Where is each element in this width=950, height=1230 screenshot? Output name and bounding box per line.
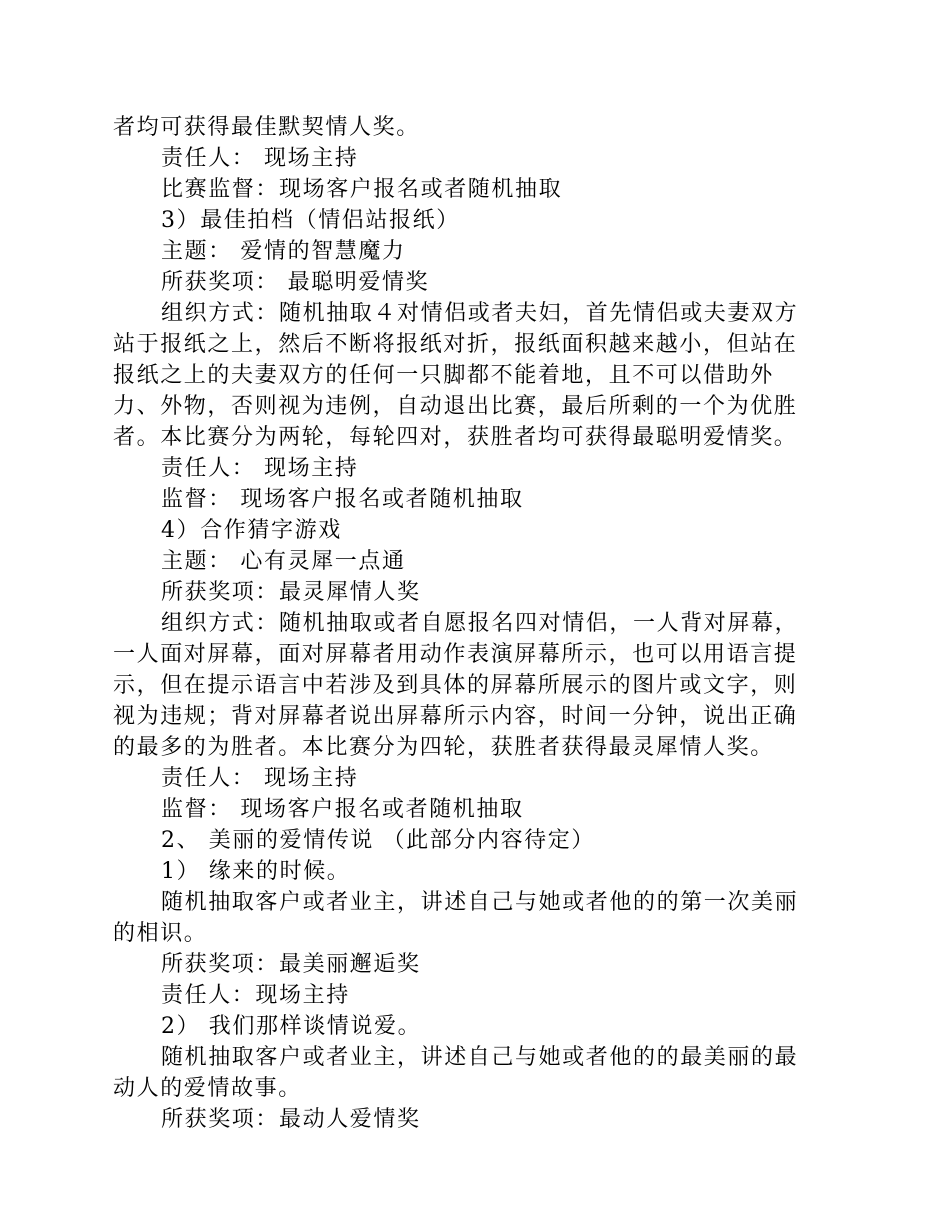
paragraph: 责任人： 现场主持 [161,766,359,791]
paragraph: 随机抽取客户或者业主，讲述自己与她或者他的的第一次美丽的相识。 [113,890,799,946]
section-heading: 2） 我们那样谈情说爱。 [161,1014,422,1039]
paragraph: 随机抽取客户或者业主，讲述自己与她或者他的的最美丽的最动人的爱情故事。 [113,1045,799,1101]
paragraph: 主题： 爱情的智慧魔力 [161,239,406,264]
paragraph: 比赛监督：现场客户报名或者随机抽取 [161,177,563,202]
paragraph: 监督： 现场客户报名或者随机抽取 [161,797,524,822]
paragraph: 所获奖项：最动人爱情奖 [161,1107,421,1132]
paragraph: 责任人： 现场主持 [161,146,359,171]
paragraph: 责任人：现场主持 [161,983,350,1008]
paragraph: 组织方式：随机抽取４对情侣或者夫妇，首先情侣或夫妻双方站于报纸之上，然后不断将报纸对折，报纸面积越来越小，但站在报纸之上的夫妻双方的任何一只脚都不能着地，且不可以借助外力、外物，否则视为违例，自动退出比赛，最后所剩的一个为优胜者。本比赛分为两轮，每轮四对，获胜者均可获得最聪明爱情奖。 [113,301,799,450]
document-body [113,112,813,1135]
section-heading: 3）最佳拍档（情侣站报纸） [161,208,460,233]
section-heading: 4）合作猜字游戏 [161,518,342,543]
paragraph: 责任人： 现场主持 [161,456,359,481]
paragraph: 组织方式：随机抽取或者自愿报名四对情侣，一人背对屏幕，一人面对屏幕，面对屏幕者用动作表演屏幕所示，也可以用语言提示，但在提示语言中若涉及到具体的屏幕所展示的图片或文字，则视为违规；背对屏幕者说出屏幕所示内容，时间一分钟，说出正确的最多的为胜者。本比赛分为四轮，获胜者获得最灵犀情人奖。 [113,611,799,760]
section-heading: 1） 缘来的时候。 [161,859,351,884]
paragraph: 所获奖项：最灵犀情人奖 [161,580,421,605]
paragraph: 监督： 现场客户报名或者随机抽取 [161,487,524,512]
paragraph: 主题： 心有灵犀一点通 [161,549,406,574]
paragraph: 所获奖项：最美丽邂逅奖 [161,952,421,977]
paragraph: 所获奖项： 最聪明爱情奖 [161,270,430,295]
paragraph: 者均可获得最佳默契情人奖。 [113,115,420,140]
section-heading: 2、 美丽的爱情传说 （此部分内容待定） [161,828,595,853]
